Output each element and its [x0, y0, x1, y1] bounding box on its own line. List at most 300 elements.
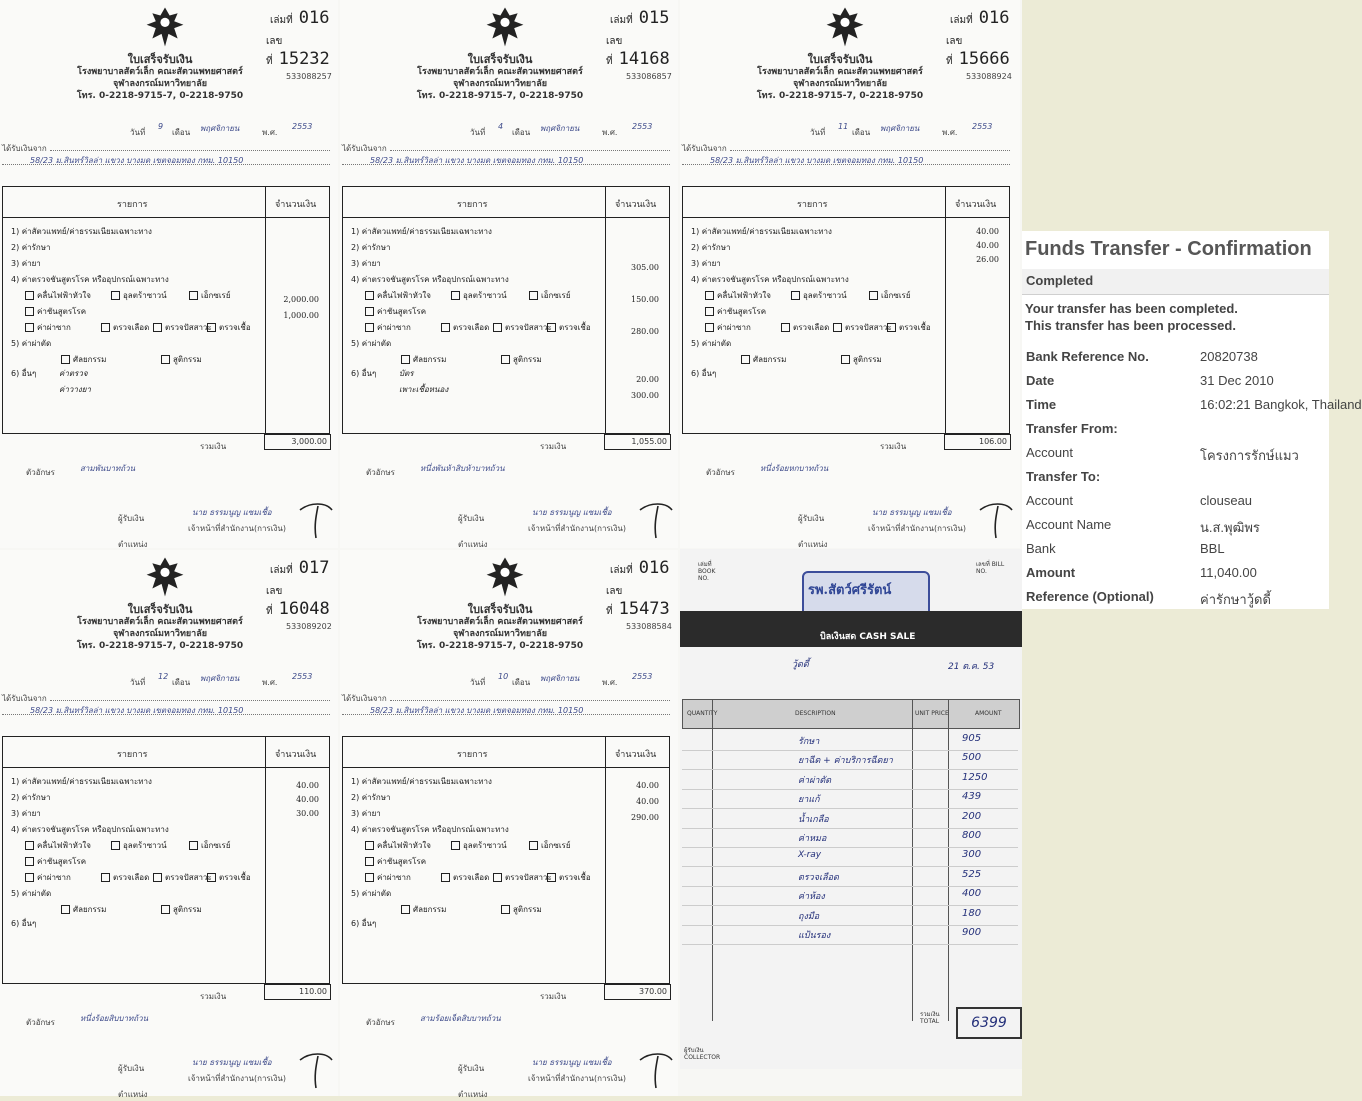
line-amount: 900 [962, 927, 982, 938]
checkbox-label: สูติกรรม [173, 905, 202, 914]
checkbox-label: สูติกรรม [513, 355, 542, 364]
total-label: รวมเงิน [200, 442, 227, 451]
year-label: พ.ศ. [602, 678, 618, 687]
bill-label: เลขที่ [946, 36, 963, 67]
checkbox-icon [501, 905, 510, 914]
item-row: 6) อื่นๆ [351, 369, 377, 378]
address-line [342, 714, 670, 715]
hospital-name: โรงพยาบาลสัตว์เล็ก คณะสัตวแพทยศาสตร์ [417, 617, 583, 627]
hospital-header [10, 54, 310, 102]
amount-in-words: สามพันบาทถ้วน [80, 464, 136, 473]
checkbox-icon [705, 291, 714, 300]
checkbox-label: ตรวจเชื้อ [219, 873, 251, 882]
clinic-name: รพ.สัตว์ศรีรัตน์ [808, 583, 892, 598]
checkbox-item [153, 871, 212, 884]
checkbox-icon [161, 355, 170, 364]
status-bar [1022, 269, 1329, 295]
item-row: 4) ค่าตรวจชันสูตรโรค หรืออุปกรณ์เฉพาะทาง [11, 275, 169, 284]
checkbox-label: ตรวจปัสสาวะ [505, 323, 552, 332]
reference-number: 533086857 [626, 72, 672, 81]
checkbox-icon [869, 291, 878, 300]
detail-label: Date [1026, 373, 1055, 388]
detail-label: Account [1026, 493, 1073, 508]
receiver-role: เจ้าหน้าที่สำนักงาน(การเงิน) [188, 524, 286, 533]
date-day: 9 [158, 122, 164, 131]
checkbox-item [365, 855, 426, 868]
checkbox-icon [365, 841, 374, 850]
checkbox-label: ตรวจปัสสาวะ [845, 323, 892, 332]
checkbox-item [25, 855, 86, 868]
checkbox-label: ค่าชันสูตรโรค [717, 307, 767, 316]
bill-date: 21 ต.ค. 53 [948, 662, 995, 672]
address-line [2, 714, 330, 715]
year-label: พ.ศ. [262, 678, 278, 687]
checkbox-label: ค่าชันสูตรโรค [37, 307, 87, 316]
cash-sale-bill [680, 549, 1022, 1069]
hospital-phone: โทร. 0-2218-9715-7, 0-2218-9750 [416, 91, 584, 101]
amount-column-header: จำนวนเงิน [275, 200, 317, 210]
customer-address: 58/23 ม.สินทร์วิลล่า แขวง บางมด เขตจอมทอง กทม. 10150 [370, 156, 584, 165]
address-line [682, 164, 1010, 165]
book-label: เล่มที่ [610, 565, 633, 576]
signature-mark [636, 1046, 676, 1090]
bill-value: 14168 [618, 49, 670, 69]
checkbox-label: ค่าผ่าซาก [377, 323, 411, 332]
words-label: ตัวอักษร [26, 1018, 55, 1027]
line-amount: 180 [962, 907, 982, 919]
checkbox-label: ค่าผ่าซาก [377, 873, 411, 882]
line-description: รักษา [798, 737, 820, 747]
line-description: น้ำเกลือ [798, 814, 829, 825]
amount-value: 40.00 [636, 781, 659, 790]
checkbox-item [529, 289, 571, 302]
checkbox-icon [791, 291, 800, 300]
book-number [270, 8, 329, 28]
hospital-header [10, 604, 310, 652]
checkbox-label: ตรวจปัสสาวะ [165, 323, 212, 332]
checkbox-icon [25, 841, 34, 850]
detail-label: Reference (Optional) [1026, 589, 1154, 604]
line-amount: 905 [962, 733, 982, 744]
checkbox-icon [401, 355, 410, 364]
checkbox-item [25, 871, 71, 884]
checkbox-label: ค่าผ่าซาก [37, 323, 71, 332]
received-from-line [50, 150, 330, 151]
checkbox-icon [101, 323, 110, 332]
receipt-3 [680, 0, 1020, 548]
detail-value: 20820738 [1200, 349, 1258, 364]
book-label: เล่มที่ [950, 15, 973, 26]
checkbox-label: ค่าผ่าซาก [717, 323, 751, 332]
position-label: ตำแหน่ง [798, 540, 828, 549]
checkbox-icon [441, 323, 450, 332]
words-label: ตัวอักษร [706, 468, 735, 477]
receipt-4 [0, 550, 338, 1099]
checkbox-label: ตรวจเลือด [113, 323, 150, 332]
checkbox-label: อุลตร้าซาวน์ [463, 841, 507, 850]
checkbox-icon [529, 841, 538, 850]
checkbox-item [493, 871, 552, 884]
amount-value: 1,000.00 [283, 311, 319, 320]
bill-total: 6399 [956, 1007, 1022, 1039]
date-label: วันที่ [470, 678, 486, 687]
checkbox-item [451, 839, 507, 852]
date-label: วันที่ [130, 678, 146, 687]
date-year: 2553 [972, 122, 993, 131]
receipt-5 [340, 550, 678, 1099]
reference-number: 533088584 [626, 622, 672, 631]
items-column-header: รายการ [117, 200, 148, 210]
checkbox-item [401, 353, 446, 366]
address-line [342, 164, 670, 165]
item-row: 4) ค่าตรวจชันสูตรโรค หรืออุปกรณ์เฉพาะทาง [351, 825, 509, 834]
receiver-name: นาย ธรรมนูญ แซมเชื้อ [192, 508, 272, 517]
date-day: 11 [838, 122, 849, 131]
checkbox-icon [61, 355, 70, 364]
university-name: จุฬาลงกรณ์มหาวิทยาลัย [792, 79, 888, 89]
checkbox-icon [741, 355, 750, 364]
total-label: รวมเงิน [200, 992, 227, 1001]
checkbox-item [111, 839, 167, 852]
book-value: 015 [638, 8, 670, 28]
receiver-label: ผู้รับเงิน [458, 1064, 485, 1073]
book-label: เล่มที่ [610, 15, 633, 26]
bill-value: 15232 [278, 49, 330, 69]
receipt-1 [0, 0, 338, 548]
checkbox-label: อุลตร้าซาวน์ [463, 291, 507, 300]
checkbox-icon [111, 841, 120, 850]
amount-value: 30.00 [296, 809, 319, 818]
date-year: 2553 [632, 122, 653, 131]
book-label: เล่มที่ BOOK NO. [698, 561, 716, 582]
detail-value: ค่ารักษาวู้ดดี้ [1200, 592, 1271, 607]
total-amount: 370.00 [604, 984, 671, 1000]
detail-label: Bank Reference No. [1026, 349, 1149, 364]
checkbox-item [25, 289, 91, 302]
signature-mark [976, 496, 1016, 540]
checkbox-label: ตรวจเลือด [453, 323, 490, 332]
received-from-line [390, 150, 670, 151]
checkbox-icon [101, 873, 110, 882]
line-description: ยาแก้ [798, 795, 820, 806]
amount-value: 290.00 [631, 813, 659, 822]
detail-label: Transfer From: [1026, 421, 1118, 436]
book-value: 016 [978, 8, 1010, 28]
checkbox-item [189, 289, 231, 302]
checkbox-label: ศัลยกรรม [753, 355, 787, 364]
date-day: 12 [158, 672, 169, 681]
checkbox-item [441, 871, 489, 884]
checkbox-icon [781, 323, 790, 332]
checkbox-icon [833, 323, 842, 332]
other-item-1: ค่าตรวจ [59, 369, 88, 378]
item-row: 5) ค่าผ่าตัด [351, 889, 392, 898]
month-label: เดือน [512, 678, 531, 687]
checkbox-item [705, 321, 751, 334]
checkbox-icon [207, 873, 216, 882]
hospital-phone: โทร. 0-2218-9715-7, 0-2218-9750 [416, 641, 584, 651]
checkbox-item [401, 903, 446, 916]
checkbox-icon [153, 873, 162, 882]
checkbox-label: ตรวจเชื้อ [219, 323, 251, 332]
checkbox-item [365, 289, 431, 302]
checkbox-icon [547, 323, 556, 332]
item-row: 2) ค่ารักษา [11, 243, 51, 252]
hospital-name: โรงพยาบาลสัตว์เล็ก คณะสัตวแพทยศาสตร์ [757, 67, 923, 77]
checkbox-icon [111, 291, 120, 300]
checkbox-label: เอ็กซเรย์ [541, 291, 571, 300]
month-label: เดือน [172, 678, 191, 687]
item-row: 4) ค่าตรวจชันสูตรโรค หรืออุปกรณ์เฉพาะทาง [11, 825, 169, 834]
checkbox-label: ตรวจเลือด [453, 873, 490, 882]
table-divider [605, 187, 606, 433]
receiver-name: นาย ธรรมนูญ แซมเชื้อ [872, 508, 952, 517]
items-table [342, 186, 670, 434]
checkbox-icon [365, 857, 374, 866]
checkbox-item [189, 839, 231, 852]
signature-mark [296, 496, 336, 540]
checkbox-item [365, 321, 411, 334]
bill-label: เลขที่ [606, 586, 623, 617]
checkbox-label: ตรวจปัสสาวะ [165, 873, 212, 882]
words-label: ตัวอักษร [366, 1018, 395, 1027]
checkbox-icon [451, 291, 460, 300]
receipt-title: ใบเสร็จรับเงิน [807, 53, 873, 66]
date-month: พฤศจิกายน [880, 124, 920, 133]
checkbox-item [111, 289, 167, 302]
date-label: วันที่ [810, 128, 826, 137]
detail-label: Transfer To: [1026, 469, 1101, 484]
checkbox-icon [61, 905, 70, 914]
receipt-title: ใบเสร็จรับเงิน [127, 603, 193, 616]
garuda-emblem-icon [822, 4, 868, 50]
position-label: ตำแหน่ง [118, 540, 148, 549]
hospital-header [350, 604, 650, 652]
checkbox-label: ศัลยกรรม [413, 905, 447, 914]
received-from-line [730, 150, 1010, 151]
checkbox-item [887, 321, 931, 334]
received-from-line [50, 700, 330, 701]
checkbox-label: สูติกรรม [513, 905, 542, 914]
message-completed: Your transfer has been completed. [1025, 301, 1238, 316]
customer-address: 58/23 ม.สินทร์วิลล่า แขวง บางมด เขตจอมทอง กทม. 10150 [30, 706, 244, 715]
garuda-emblem-icon [482, 554, 528, 600]
line-description: ตรวจเลือด [798, 872, 839, 883]
line-description: แป้นรอง [798, 931, 831, 941]
receiver-name: นาย ธรรมนูญ แซมเชื้อ [532, 1058, 612, 1067]
detail-value: clouseau [1200, 493, 1253, 508]
total-amount: 1,055.00 [604, 434, 671, 450]
detail-value: 31 Dec 2010 [1200, 373, 1274, 388]
checkbox-item [61, 903, 106, 916]
receiver-name: นาย ธรรมนูญ แซมเชื้อ [532, 508, 612, 517]
checkbox-item [101, 321, 149, 334]
receipt-title: ใบเสร็จรับเงิน [467, 603, 533, 616]
checkbox-item [833, 321, 892, 334]
checkbox-item [365, 871, 411, 884]
date-label: วันที่ [470, 128, 486, 137]
date-label: วันที่ [130, 128, 146, 137]
amount-value: 40.00 [976, 227, 999, 236]
customer-address: 58/23 ม.สินทร์วิลล่า แขวง บางมด เขตจอมทอง กทม. 10150 [710, 156, 924, 165]
other-item-2: ค่าวางยา [59, 385, 91, 394]
other-item-2: เพาะเชื้อหนอง [399, 385, 449, 394]
checkbox-label: คลื่นไฟฟ้าหัวใจ [377, 291, 431, 300]
date-month: พฤศจิกายน [200, 124, 240, 133]
checkbox-icon [887, 323, 896, 332]
hospital-phone: โทร. 0-2218-9715-7, 0-2218-9750 [76, 91, 244, 101]
checkbox-icon [493, 873, 502, 882]
words-label: ตัวอักษร [366, 468, 395, 477]
checkbox-icon [441, 873, 450, 882]
confirmation-title: Funds Transfer - Confirmation [1025, 238, 1312, 260]
checkbox-item [153, 321, 212, 334]
checkbox-item [365, 305, 426, 318]
book-number [270, 558, 329, 578]
checkbox-label: อุลตร้าซาวน์ [123, 291, 167, 300]
amount-column-header: จำนวนเงิน [275, 750, 317, 760]
signature-mark [636, 496, 676, 540]
checkbox-icon [841, 355, 850, 364]
book-value: 016 [298, 8, 330, 28]
checkbox-label: คลื่นไฟฟ้าหัวใจ [37, 841, 91, 850]
received-from-line [390, 700, 670, 701]
item-row: 6) อื่นๆ [11, 919, 37, 928]
receiver-role: เจ้าหน้าที่สำนักงาน(การเงิน) [868, 524, 966, 533]
checkbox-label: เอ็กซเรย์ [541, 841, 571, 850]
amount-in-words: หนึ่งพันห้าสิบห้าบาทถ้วน [420, 464, 505, 473]
detail-value: 16:02:21 Bangkok, Thailand [1200, 397, 1362, 412]
bill-value: 16048 [278, 599, 330, 619]
checkbox-icon [451, 841, 460, 850]
cash-sale-title: บิลเงินสด CASH SALE [820, 632, 916, 642]
amount-value: 280.00 [631, 327, 659, 336]
checkbox-icon [501, 355, 510, 364]
item-row: 6) อื่นๆ [351, 919, 377, 928]
reference-number: 533088924 [966, 72, 1012, 81]
customer-address: 58/23 ม.สินทร์วิลล่า แขวง บางมด เขตจอมทอง กทม. 10150 [30, 156, 244, 165]
customer-name: วู้ดดี้ [792, 660, 809, 670]
checkbox-label: เอ็กซเรย์ [201, 841, 231, 850]
bill-value: 15473 [618, 599, 670, 619]
item-row: 4) ค่าตรวจชันสูตรโรค หรืออุปกรณ์เฉพาะทาง [691, 275, 849, 284]
amount-value: 305.00 [631, 263, 659, 272]
items-table [342, 736, 670, 984]
bill-value: 15666 [958, 49, 1010, 69]
book-number [610, 8, 669, 28]
university-name: จุฬาลงกรณ์มหาวิทยาลัย [112, 629, 208, 639]
total-label: รวมเงิน [540, 442, 567, 451]
checkbox-item [501, 353, 542, 366]
checkbox-label: ค่าชันสูตรโรค [377, 857, 427, 866]
line-description: ถุงมือ [798, 911, 820, 922]
checkbox-label: ตรวจเชื้อ [559, 323, 591, 332]
checkbox-item [207, 321, 251, 334]
line-description: ค่าหมอ [798, 834, 827, 844]
checkbox-icon [25, 873, 34, 882]
items-table [2, 186, 330, 434]
total-amount: 3,000.00 [264, 434, 331, 450]
book-value: 016 [638, 558, 670, 578]
amount-value: 40.00 [976, 241, 999, 250]
checkbox-item [791, 289, 847, 302]
customer-address: 58/23 ม.สินทร์วิลล่า แขวง บางมด เขตจอมทอง กทม. 10150 [370, 706, 584, 715]
checkbox-icon [705, 323, 714, 332]
bill-label: เลขที่ [606, 36, 623, 67]
checkbox-item [207, 871, 251, 884]
checkbox-item [841, 353, 882, 366]
checkbox-label: อุลตร้าซาวน์ [123, 841, 167, 850]
words-label: ตัวอักษร [26, 468, 55, 477]
table-divider [605, 737, 606, 983]
checkbox-label: คลื่นไฟฟ้าหัวใจ [37, 291, 91, 300]
items-header [682, 699, 1020, 729]
amount-value: 26.00 [976, 255, 999, 264]
checkbox-icon [25, 291, 34, 300]
line-amount: 439 [962, 791, 982, 803]
line-description: X-ray [798, 850, 822, 861]
date-year: 2553 [632, 672, 653, 681]
total-label: รวมเงิน TOTAL [920, 1011, 940, 1025]
year-label: พ.ศ. [942, 128, 958, 137]
checkbox-item [101, 871, 149, 884]
item-row: 3) ค่ายา [691, 259, 721, 268]
checkbox-item [547, 321, 591, 334]
receiver-label: ผู้รับเงิน [798, 514, 825, 523]
checkbox-icon [705, 307, 714, 316]
item-row: 2) ค่ารักษา [11, 793, 51, 802]
reference-number: 533089202 [286, 622, 332, 631]
received-from-label: ได้รับเงินจาก [342, 144, 387, 153]
checkbox-item [781, 321, 829, 334]
item-row: 1) ค่าสัตวแพทย์/ค่าธรรมเนียมเฉพาะทาง [351, 777, 492, 786]
received-from-label: ได้รับเงินจาก [2, 144, 47, 153]
detail-label: Account Name [1026, 517, 1112, 532]
checkbox-icon [529, 291, 538, 300]
item-row: 5) ค่าผ่าตัด [691, 339, 732, 348]
garuda-emblem-icon [482, 4, 528, 50]
amount-in-words: หนึ่งร้อยสิบบาทถ้วน [80, 1014, 149, 1023]
hospital-phone: โทร. 0-2218-9715-7, 0-2218-9750 [76, 641, 244, 651]
message-processed: This transfer has been processed. [1025, 318, 1236, 333]
position-label: ตำแหน่ง [118, 1090, 148, 1099]
checkbox-label: ค่าชันสูตรโรค [377, 307, 427, 316]
item-row: 6) อื่นๆ [11, 369, 37, 378]
checkbox-icon [25, 857, 34, 866]
table-divider [265, 737, 266, 983]
checkbox-item [705, 289, 771, 302]
total-amount: 110.00 [264, 984, 331, 1000]
checkbox-item [161, 903, 202, 916]
item-row: 5) ค่าผ่าตัด [11, 339, 52, 348]
checkbox-label: สูติกรรม [853, 355, 882, 364]
total-amount: 106.00 [944, 434, 1011, 450]
date-month: พฤศจิกายน [200, 674, 240, 683]
date-month: พฤศจิกายน [540, 674, 580, 683]
checkbox-label: คลื่นไฟฟ้าหัวใจ [717, 291, 771, 300]
month-label: เดือน [852, 128, 871, 137]
checkbox-icon [547, 873, 556, 882]
table-divider [945, 187, 946, 433]
checkbox-icon [189, 841, 198, 850]
item-row: 2) ค่ารักษา [351, 243, 391, 252]
checkbox-label: ค่าผ่าซาก [37, 873, 71, 882]
receiver-label: ผู้รับเงิน [458, 514, 485, 523]
amount-column-header: จำนวนเงิน [615, 750, 657, 760]
other-item-1: บัตร [399, 369, 414, 378]
checkbox-icon [365, 307, 374, 316]
position-label: ตำแหน่ง [458, 540, 488, 549]
